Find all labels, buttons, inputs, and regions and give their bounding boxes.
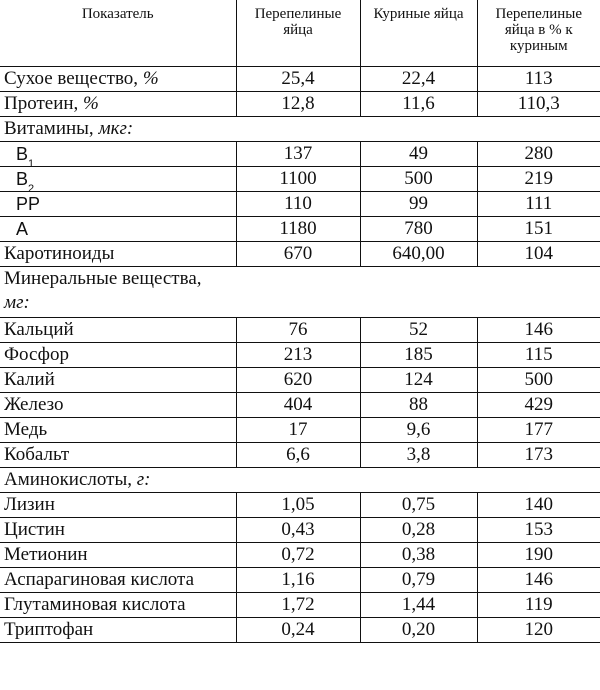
- table-row: [0, 92, 600, 117]
- chicken-value: 9,6: [360, 418, 477, 443]
- row-label-text: A: [16, 219, 29, 239]
- row-label: [0, 67, 236, 92]
- row-unit: %: [142, 68, 159, 89]
- row-label-text: Сухое вещество,: [4, 68, 143, 89]
- header-quail-eggs: Перепелиные яйца: [236, 0, 360, 67]
- percent-value: 120: [477, 618, 600, 643]
- row-label-text: B: [16, 144, 29, 164]
- row-label: [0, 318, 236, 343]
- quail-value: 1,05: [236, 493, 360, 518]
- percent-value: 115: [477, 343, 600, 368]
- header-percent: Перепелиные яйца в % к куриным: [477, 0, 600, 67]
- section-unit: мкг:: [98, 118, 134, 139]
- empty-cell: [360, 117, 477, 142]
- row-label: [0, 217, 236, 242]
- percent-value: 177: [477, 418, 600, 443]
- table-row: [0, 217, 600, 242]
- quail-value: 1100: [236, 167, 360, 192]
- row-label-text: Фосфор: [4, 344, 69, 365]
- chicken-value: 500: [360, 167, 477, 192]
- quail-value: 17: [236, 418, 360, 443]
- quail-value: 0,24: [236, 618, 360, 643]
- section-label-text: Минеральные вещества,: [4, 268, 202, 289]
- quail-value: 620: [236, 368, 360, 393]
- row-label: [0, 543, 236, 568]
- quail-value: 137: [236, 142, 360, 167]
- quail-value: 12,8: [236, 92, 360, 117]
- row-label-text: Лизин: [4, 494, 55, 515]
- row-label: [0, 443, 236, 468]
- chicken-value: 185: [360, 343, 477, 368]
- percent-value: 153: [477, 518, 600, 543]
- percent-value: 500: [477, 368, 600, 393]
- row-label-text: Метионин: [4, 544, 88, 565]
- row-label: [0, 192, 236, 217]
- table-row: [0, 393, 600, 418]
- chicken-value: 3,8: [360, 443, 477, 468]
- table-row: [0, 543, 600, 568]
- table-row: [0, 242, 600, 267]
- quail-value: 0,72: [236, 543, 360, 568]
- section-row: [0, 267, 600, 318]
- table-row: [0, 318, 600, 343]
- empty-cell: [477, 267, 600, 318]
- table-row: [0, 343, 600, 368]
- row-label-text: Каротиноиды: [4, 243, 115, 264]
- row-label-text: Аспарагиновая кислота: [4, 569, 195, 590]
- section-label: [0, 468, 236, 493]
- row-unit: %: [83, 93, 99, 114]
- row-label-text: PP: [16, 194, 41, 214]
- row-label-text: Триптофан: [4, 619, 94, 640]
- empty-cell: [477, 468, 600, 493]
- row-label: [0, 368, 236, 393]
- row-label-text: Протеин,: [4, 93, 84, 114]
- row-label: [0, 493, 236, 518]
- empty-cell: [477, 117, 600, 142]
- quail-value: 110: [236, 192, 360, 217]
- row-label: [0, 593, 236, 618]
- quail-value: 25,4: [236, 67, 360, 92]
- percent-value: 190: [477, 543, 600, 568]
- section-row: [0, 117, 600, 142]
- chicken-value: 1,44: [360, 593, 477, 618]
- header-indicator: Показатель: [0, 0, 236, 67]
- section-row: [0, 468, 600, 493]
- chicken-value: 99: [360, 192, 477, 217]
- row-label-subscript: 2: [28, 182, 35, 192]
- row-label: [0, 393, 236, 418]
- section-label: [0, 267, 236, 318]
- percent-value: 146: [477, 318, 600, 343]
- percent-value: 173: [477, 443, 600, 468]
- chicken-value: 0,20: [360, 618, 477, 643]
- table-row: [0, 618, 600, 643]
- table-row: [0, 418, 600, 443]
- chicken-value: 124: [360, 368, 477, 393]
- table-row: [0, 568, 600, 593]
- table-row: [0, 67, 600, 92]
- percent-value: 111: [477, 192, 600, 217]
- table-row: [0, 192, 600, 217]
- quail-value: 6,6: [236, 443, 360, 468]
- section-unit: г:: [136, 469, 151, 490]
- table-body: [0, 67, 600, 643]
- chicken-value: 0,75: [360, 493, 477, 518]
- chicken-value: 22,4: [360, 67, 477, 92]
- row-label: [0, 568, 236, 593]
- table-row: [0, 593, 600, 618]
- chicken-value: 0,38: [360, 543, 477, 568]
- quail-value: 1180: [236, 217, 360, 242]
- percent-value: 119: [477, 593, 600, 618]
- header-chicken-eggs: Куриные яйца: [360, 0, 477, 67]
- row-label-text: Железо: [4, 394, 64, 415]
- table-row: [0, 167, 600, 192]
- empty-cell: [360, 267, 477, 318]
- header-row: [0, 0, 600, 67]
- section-label-text: Витамины,: [4, 118, 99, 139]
- percent-value: 140: [477, 493, 600, 518]
- percent-value: 113: [477, 67, 600, 92]
- empty-cell: [236, 117, 360, 142]
- quail-value: 404: [236, 393, 360, 418]
- percent-value: 104: [477, 242, 600, 267]
- table-row: [0, 368, 600, 393]
- row-label-text: Кальций: [4, 319, 74, 340]
- chicken-value: 780: [360, 217, 477, 242]
- row-label-text: B: [16, 169, 29, 189]
- row-label-subscript: 1: [28, 157, 35, 167]
- quail-value: 670: [236, 242, 360, 267]
- chicken-value: 640,00: [360, 242, 477, 267]
- quail-value: 1,16: [236, 568, 360, 593]
- percent-value: 146: [477, 568, 600, 593]
- chicken-value: 0,28: [360, 518, 477, 543]
- quail-value: 213: [236, 343, 360, 368]
- table-row: [0, 493, 600, 518]
- row-label: [0, 418, 236, 443]
- quail-value: 0,43: [236, 518, 360, 543]
- chicken-value: 52: [360, 318, 477, 343]
- chicken-value: 49: [360, 142, 477, 167]
- row-label: [0, 618, 236, 643]
- chicken-value: 88: [360, 393, 477, 418]
- row-label: [0, 343, 236, 368]
- percent-value: 219: [477, 167, 600, 192]
- section-label-text: Аминокислоты,: [4, 469, 137, 490]
- row-label-text: Медь: [4, 419, 48, 440]
- table-row: [0, 518, 600, 543]
- table-row: [0, 443, 600, 468]
- table-row: [0, 142, 600, 167]
- empty-cell: [360, 468, 477, 493]
- row-label: [0, 518, 236, 543]
- quail-value: 76: [236, 318, 360, 343]
- percent-value: 151: [477, 217, 600, 242]
- empty-cell: [236, 267, 360, 318]
- quail-value: 1,72: [236, 593, 360, 618]
- row-label: [0, 242, 236, 267]
- percent-value: 429: [477, 393, 600, 418]
- chicken-value: 0,79: [360, 568, 477, 593]
- row-label: [0, 142, 236, 167]
- section-unit: мг:: [4, 292, 30, 313]
- percent-value: 110,3: [477, 92, 600, 117]
- percent-value: 280: [477, 142, 600, 167]
- row-label-text: Калий: [4, 369, 55, 390]
- row-label: [0, 92, 236, 117]
- row-label-text: Цистин: [4, 519, 65, 540]
- row-label-text: Глутаминовая кислота: [4, 594, 186, 615]
- empty-cell: [236, 468, 360, 493]
- chicken-value: 11,6: [360, 92, 477, 117]
- row-label: [0, 167, 236, 192]
- row-label-text: Кобальт: [4, 444, 70, 465]
- section-label: [0, 117, 236, 142]
